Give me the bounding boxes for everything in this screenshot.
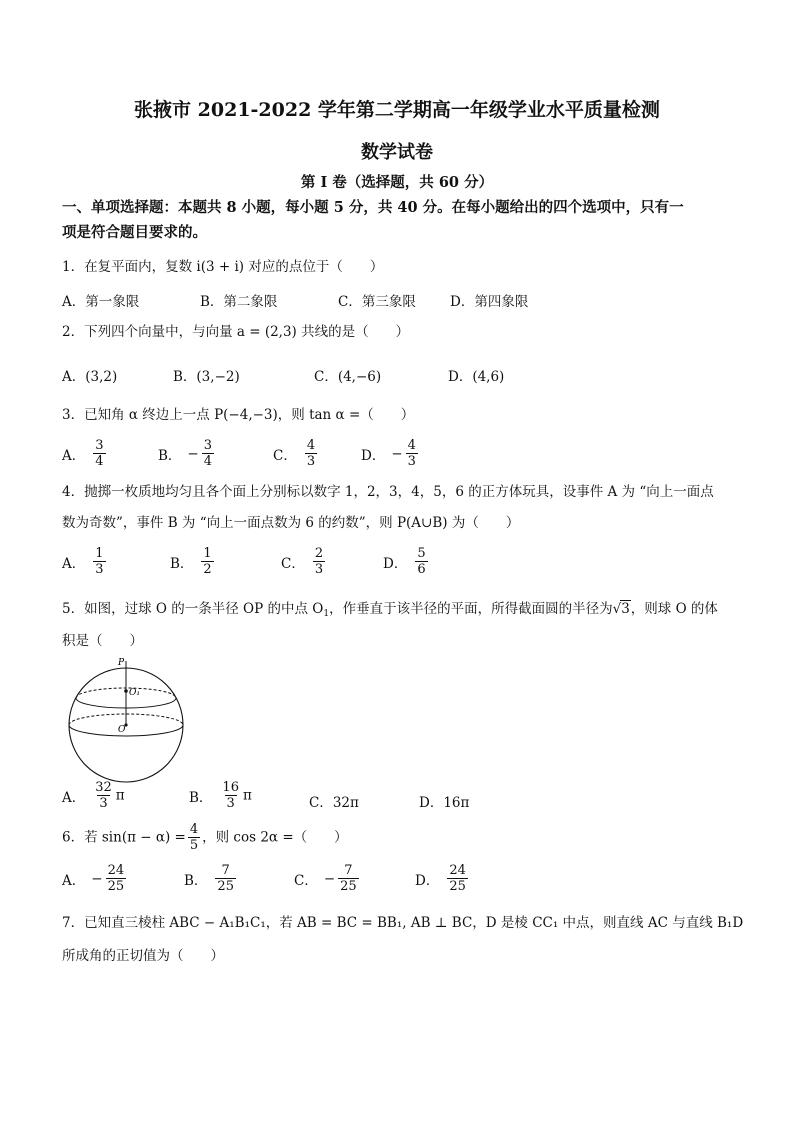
option-a: A． − $\frac{24}{25}$ [62,863,125,894]
option-a: A．(3,2) [62,369,118,385]
option-d: D． − $\frac{4}{3}$ [361,438,416,469]
sphere-figure [66,655,186,785]
question-3-options [62,438,742,478]
fraction: $\frac{4}{3}$ [407,438,416,469]
fraction: $\frac{32}{3}$ [95,780,112,811]
question-6-options [62,863,742,903]
option-a: A．第一象限 [62,294,140,310]
fraction: $\frac{24}{25}$ [449,863,466,894]
option-d: D．16π [419,795,470,811]
fraction: $\frac{3}{4}$ [203,438,213,469]
fraction: $\frac{16}{3}$ [222,780,239,811]
question-4-line1: 4．抛掷一枚质地均匀且各个面上分别标以数字 1，2，3，4，5，6 的正方体玩具，设事件 A 为 “向上一面点 [62,484,714,500]
fraction: $\frac{4}{5}$ [189,822,199,853]
question-4-options [62,546,742,586]
option-a: A． $\frac{1}{3}$ [62,546,104,577]
part-heading: 第 I 卷（选择题，共 60 分） [300,174,494,191]
section-instruction-line2: 项是符合题目要求的。 [62,224,207,241]
option-c: C．32π [309,795,359,811]
fraction: $\frac{1}{3}$ [95,546,104,577]
question-7-line2: 所成角的正切值为（ ） [62,948,224,964]
exam-title: 张掖市 2021-2022 学年第二学期高一年级学业水平质量检测 [134,99,660,121]
option-d: D． $\frac{5}{6}$ [383,546,426,577]
option-b: B．第二象限 [200,294,278,310]
question-5-options [62,780,742,820]
option-d: D． $\frac{24}{25}$ [415,863,466,894]
question-5-line1: 5．如图，过球 O 的一条半径 OP 的中点 $O_1$，作垂直于该半径的平面，所得截面圆的半径为√3，则球 O 的体 [62,601,718,619]
question-7-line1: 7．已知直三棱柱 ABC − A₁B₁C₁，若 AB = BC = BB₁, AB ⊥ BC，D 是棱 CC₁ 中点，则直线 AC 与直线 B₁D [62,915,744,931]
question-5-line2: 积是（ ） [62,633,143,649]
option-b: B． $\frac{7}{25}$ [184,863,234,894]
question-2-options [62,365,742,405]
question-1-text: 1．在复平面内，复数 i(3 + i) 对应的点位于（ ） [62,259,384,275]
option-c: C．(4,−6) [314,369,382,385]
label-p: P [118,658,125,668]
question-3-text: 3．已知角 α 终边上一点 P(−4,−3)，则 tan α =（ ） [62,407,415,423]
fraction: $\frac{7}{25}$ [340,863,357,894]
fraction: $\frac{1}{2}$ [203,546,212,577]
label-o: O [118,725,126,735]
option-c: C． − $\frac{7}{25}$ [294,863,357,894]
exam-subtitle: 数学试卷 [361,142,433,163]
fraction: $\frac{4}{3}$ [306,438,316,469]
option-c: C．第三象限 [338,294,416,310]
option-b: B． $\frac{16}{3}$ π [189,780,252,811]
option-b: B． $\frac{1}{2}$ [170,546,212,577]
question-6-text: 6．若 sin(π − α) = $\frac{4}{5}$ ，则 cos 2α =（ ） [62,822,348,853]
fraction: $\frac{24}{25}$ [107,863,125,894]
label-o1: O₁ [129,688,140,698]
fraction: $\frac{7}{25}$ [217,863,234,894]
option-a: A． $\frac{3}{4}$ [62,438,104,469]
option-c: C． $\frac{2}{3}$ [281,546,324,577]
option-d: D．第四象限 [450,294,529,310]
option-b: B．(3,−2) [173,369,240,385]
option-b: B． − $\frac{3}{4}$ [158,438,213,469]
question-4-line2: 数为奇数”，事件 B 为 “向上一面点数为 6 的约数”，则 P(A∪B) 为（ ） [62,515,520,531]
option-c: C． $\frac{4}{3}$ [273,438,316,469]
fraction: $\frac{5}{6}$ [417,546,426,577]
option-a: A． $\frac{32}{3}$ π [62,780,125,811]
question-2-text: 2．下列四个向量中，与向量 a = (2,3) 共线的是（ ） [62,324,410,340]
fraction: $\frac{3}{4}$ [95,438,104,469]
option-d: D．(4,6) [448,369,505,385]
section-instruction-line1: 一、单项选择题：本题共 8 小题，每小题 5 分，共 40 分。在每小题给出的四个选项中，只有一 [62,199,684,216]
fraction: $\frac{2}{3}$ [314,546,324,577]
